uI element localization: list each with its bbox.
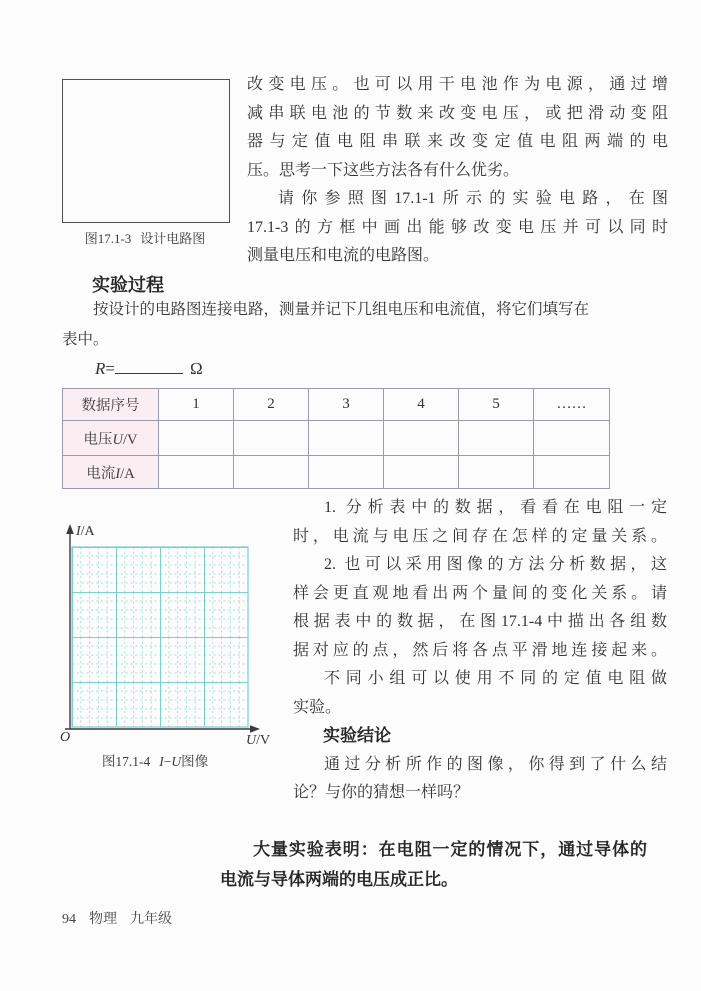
text-line: 2. 也可以采用图像的方法分析数据，这	[324, 556, 667, 573]
text-line: 据对应的点，然后将各点平滑地连接起来。	[293, 641, 667, 659]
text-line: 时，电流与电压之间存在怎样的定量关系。	[293, 527, 667, 545]
footer-grade: 九年级	[130, 912, 172, 927]
table-cell: 2	[234, 389, 309, 421]
page-footer	[62, 908, 185, 928]
text-line: 实验。	[293, 698, 342, 716]
table-cell	[459, 421, 534, 456]
text-line: 样会更直观地看出两个量间的变化关系。请	[293, 584, 667, 602]
resistance-line	[95, 356, 203, 380]
table-row-voltage	[63, 421, 610, 456]
resistance-symbol: R	[95, 359, 106, 378]
table-cell: 4	[384, 389, 459, 421]
origin-label: O	[60, 730, 71, 745]
table-cell: ……	[534, 389, 610, 421]
intro-paragraph	[247, 71, 668, 271]
row-label: 电压U/V	[63, 421, 159, 456]
data-table-wrapper	[62, 388, 610, 489]
table-cell	[534, 456, 610, 489]
table-row-current	[63, 456, 610, 489]
graph-figure-number: 图17.1-4	[101, 754, 151, 769]
text-line: 根据表中的数据，在图17.1-4中描出各组数	[293, 613, 667, 630]
iu-grid-plot	[55, 522, 270, 737]
table-cell: 1	[159, 389, 234, 421]
table-cell	[159, 456, 234, 489]
x-axis-label: U/V	[246, 733, 271, 748]
text-line: 大量实验表明：在电阻一定的情况下，通过导体的	[253, 840, 647, 859]
text-line: 17.1-3的方框中画出能够改变电压并可以同时	[247, 218, 668, 236]
text-line: 压。思考一下这些方法各有什么优劣。	[247, 161, 520, 179]
row-label: 电流I/A	[63, 456, 159, 489]
text-line: 改变电压。也可以用干电池作为电源，通过增	[247, 76, 668, 93]
table-cell	[309, 421, 384, 456]
text-line: 不同小组可以使用不同的定值电阻做	[324, 670, 667, 687]
text-line: 按设计的电路图连接电路，测量并记下几组电压和电流值，将它们填写在	[93, 301, 590, 318]
table-row-index	[63, 389, 610, 421]
text-line: 测量电压和电流的电路图。	[247, 247, 440, 264]
figure-number: 图17.1-3	[84, 231, 132, 246]
analysis-paragraphs	[293, 494, 667, 808]
table-cell: 3	[309, 389, 384, 421]
page-number: 94	[62, 912, 76, 927]
text-line: 器与定值电阻串联来改变定值电阻两端的电	[247, 133, 668, 150]
process-paragraph	[62, 295, 622, 355]
table-cell	[384, 421, 459, 456]
figure-caption	[50, 228, 240, 247]
table-cell	[459, 456, 534, 489]
table-cell	[159, 421, 234, 456]
figure-title: 设计电路图	[140, 231, 206, 246]
y-axis-label: I/A	[76, 524, 95, 539]
table-cell	[234, 456, 309, 489]
table-cell	[534, 421, 610, 456]
text-line: 减串联电池的节数来改变电压，或把滑动变阻	[247, 104, 668, 122]
y-axis-arrow	[66, 524, 74, 534]
text-line: 电流与导体两端的电压成正比。	[220, 869, 458, 889]
table-cell: 5	[459, 389, 534, 421]
circuit-design-box	[62, 79, 230, 223]
table-cell	[384, 456, 459, 489]
text-line: 论？与你的猜想一样吗？	[293, 784, 470, 801]
footer-subject: 物理	[89, 912, 117, 927]
text-line: 表中。	[62, 331, 109, 348]
section-heading-conclusion: 实验结论	[323, 726, 391, 745]
row-label: 数据序号	[63, 389, 159, 421]
table-cell	[234, 421, 309, 456]
summary-statement	[220, 835, 647, 894]
section-heading-process: 实验过程	[92, 275, 164, 295]
data-table	[62, 388, 610, 489]
table-cell	[309, 456, 384, 489]
text-line: 通过分析所作的图像，你得到了什么结	[324, 755, 667, 773]
equals-sign: =	[105, 359, 115, 378]
text-line: 1. 分析表中的数据，看看在电阻一定	[324, 499, 667, 516]
grid-area	[72, 547, 248, 727]
text-line: 请你参照图17.1-1所示的实验电路，在图	[278, 190, 668, 207]
blank-underline	[115, 356, 183, 374]
ohm-unit: Ω	[189, 359, 203, 378]
x-axis-arrow	[250, 725, 260, 733]
graph-caption: 图17.1-4 I−U图像	[101, 754, 209, 769]
